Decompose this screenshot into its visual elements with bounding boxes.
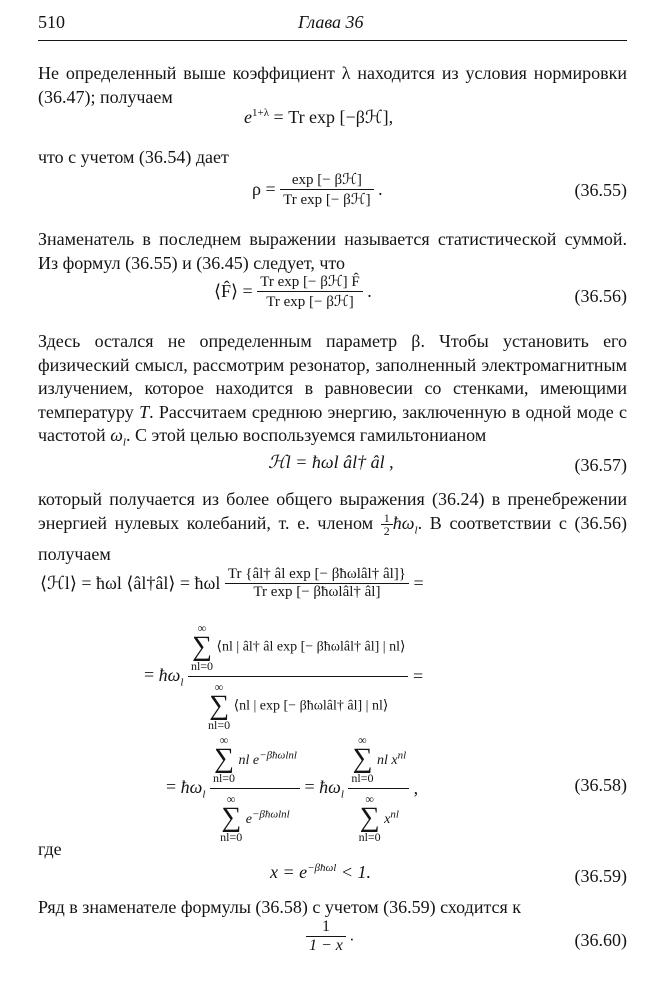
equation-36-58-line-3: = $ħ\omega_l$ ∞ ∑ nl=0 nl $e^{-\beta ħ\omega lnl}$ ∞ ∑ nl=0 $e^{-\beta ħ\omega lnl}$ = $ħ\omega_l$ ∞ ∑ nl=0 nl $x^{nl}$ ∞ ∑ nl=0 $x^{nl}$ , — [166, 733, 419, 844]
paragraph-normalization-text-a: Не определенный выше коэффициент — [38, 63, 342, 83]
paragraph-zero-point-text-b: . В соответствии с (36.56) получаем — [38, 512, 627, 564]
header-rule — [38, 40, 627, 41]
paragraph-resonator-text-c: . С этой целью воспользуемся гамильтонианом — [125, 425, 487, 445]
eq-36-59-exponent: −βħωl — [307, 862, 337, 874]
equation-36-60: $\frac{1}{1 - x}$ . — [306, 918, 354, 955]
paragraph-statistical-sum: Знаменатель в последнем выражении называется статистической суммой. Из формул (36.55) и (36.45) следует, что — [38, 229, 627, 273]
equation-36-58-line-1: ⟨ℋl⟩ = ħωl ⟨âl†âl⟩ = ħωl $\frac{\text{Tr \{âl† âl exp [− βħωlâl† âl]\}}}{\text{Tr exp [− βħωlâl† âl]}}$ = — [40, 566, 424, 600]
eq-36-58-line2-numerator: ⟨nl | âl† âl exp [− βħωlâl† âl] | nl⟩ — [216, 639, 406, 655]
eq-36-58-line2-denominator: ⟨nl | exp [− βħωlâl† âl] | nl⟩ — [233, 698, 389, 714]
paragraph-zero-point-text-a: который получается из более общего выражения (36.24) в пренебрежении энергией нулевых колебаний, т. е. членом — [38, 489, 627, 533]
eq-36-60-numerator: 1 — [321, 918, 330, 935]
equation-36-56: ⟨F̂⟩ = $\frac{\text{Tr exp [− βℋ] F̂}}{\text{Tr exp [− βℋ]}}$ . — [214, 274, 372, 310]
paragraph-series-converges: Ряд в знаменателе формулы (36.58) с учетом (36.59) сходится к — [38, 897, 522, 917]
eq-36-59-tail: < 1. — [336, 862, 372, 882]
lambda-symbol: λ — [341, 63, 351, 83]
equation-36-55: ρ = $\frac{\text{exp [− βℋ]}}{\text{Tr exp [− βℋ]}}$ . — [252, 172, 383, 208]
paragraph-resonator-text-a: Здесь остался не определенным параметр β. Чтобы установить его физический смысл, рассмотрим резонатор, заполненный электромагнитным излучением, которое находится в равновесии со стенками, имеющими температуру — [38, 331, 627, 422]
eq-36-58-line1-lhs: ⟨ℋl⟩ = ħωl ⟨âl†âl⟩ = ħωl — [40, 573, 221, 593]
eq-36-58-line1-numerator: Tr {âl† âl exp [− βħωlâl† âl]} — [227, 566, 406, 582]
eq-36-55-numerator: exp [− βℋ] — [291, 172, 362, 188]
equation-number-36-59: (36.59) — [574, 866, 627, 886]
eq-36-58-line1-denominator: Tr exp [− βħωlâl† âl] — [225, 583, 409, 601]
equation-36-57: ℋl = ħωl âl† âl , — [268, 452, 394, 472]
paragraph-yields: что с учетом (36.54) дает — [38, 147, 229, 167]
paragraph-where: где — [38, 839, 62, 859]
eq-36-56-numerator: Tr exp [− βℋ] F̂ — [260, 274, 360, 290]
equation-36-59 — [270, 862, 371, 883]
page-number: 510 — [38, 12, 65, 32]
eq-36-60-denominator: 1 − x — [306, 936, 346, 955]
equation-36-58-line-2: = $ħ\omega_l$ ∞ ∑ nl=0 ⟨nl | âl† âl exp [− βħωlâl† âl] | nl⟩ ∞ ∑ nl=0 ⟨nl | exp [− βħωlâl† âl] | nl⟩ = — [144, 621, 424, 732]
paragraph-resonator-text-b: . Рассчитаем среднюю энергию, заключенную в одной моде с частотой — [38, 401, 627, 445]
equation-normalization-rhs: Tr exp [−βℋ], — [288, 107, 394, 127]
chapter-title: Глава 36 — [298, 12, 364, 32]
equation-number-36-55: (36.55) — [574, 180, 627, 200]
paragraph-normalization — [38, 62, 627, 109]
equation-number-36-57: (36.57) — [574, 455, 627, 475]
eq-36-56-lhs: ⟨F̂⟩ = — [214, 281, 253, 301]
eq-36-59-lhs: x = e — [270, 862, 308, 882]
paragraph-zero-point: который получается из более общего выражения (36.24) в пренебрежении энергией нулевых колебаний, т. е. членом $\frac{1}{2}$ $ħ\omega_l$. В соответствии с (36.56) получаем — [38, 489, 627, 564]
paragraph-normalization-text-b: находится из условия нормировки (36.47); получаем — [38, 63, 627, 107]
eq-36-55-denominator: Tr exp [− βℋ] — [280, 189, 373, 209]
eq-36-56-denominator: Tr exp [− βℋ] — [257, 291, 363, 311]
paragraph-resonator: Здесь остался не определенным параметр β. Чтобы установить его физический смысл, рассмотрим резонатор, заполненный электромагнитным излучением, которое находится в равновесии со стенками, имеющими температуру T. Рассчитаем среднюю энергию, заключенную в одной моде с частотой $\omega_l$. С этой целью воспользуемся гамильтонианом — [38, 331, 627, 449]
equation-number-36-60: (36.60) — [574, 930, 627, 950]
equation-number-36-56: (36.56) — [574, 286, 627, 306]
equation-number-36-58: (36.58) — [574, 775, 627, 795]
temperature-symbol: T — [139, 401, 150, 422]
equation-normalization: $e^{1+\lambda} = Tr$ exp [−βℋ], — [244, 107, 394, 127]
